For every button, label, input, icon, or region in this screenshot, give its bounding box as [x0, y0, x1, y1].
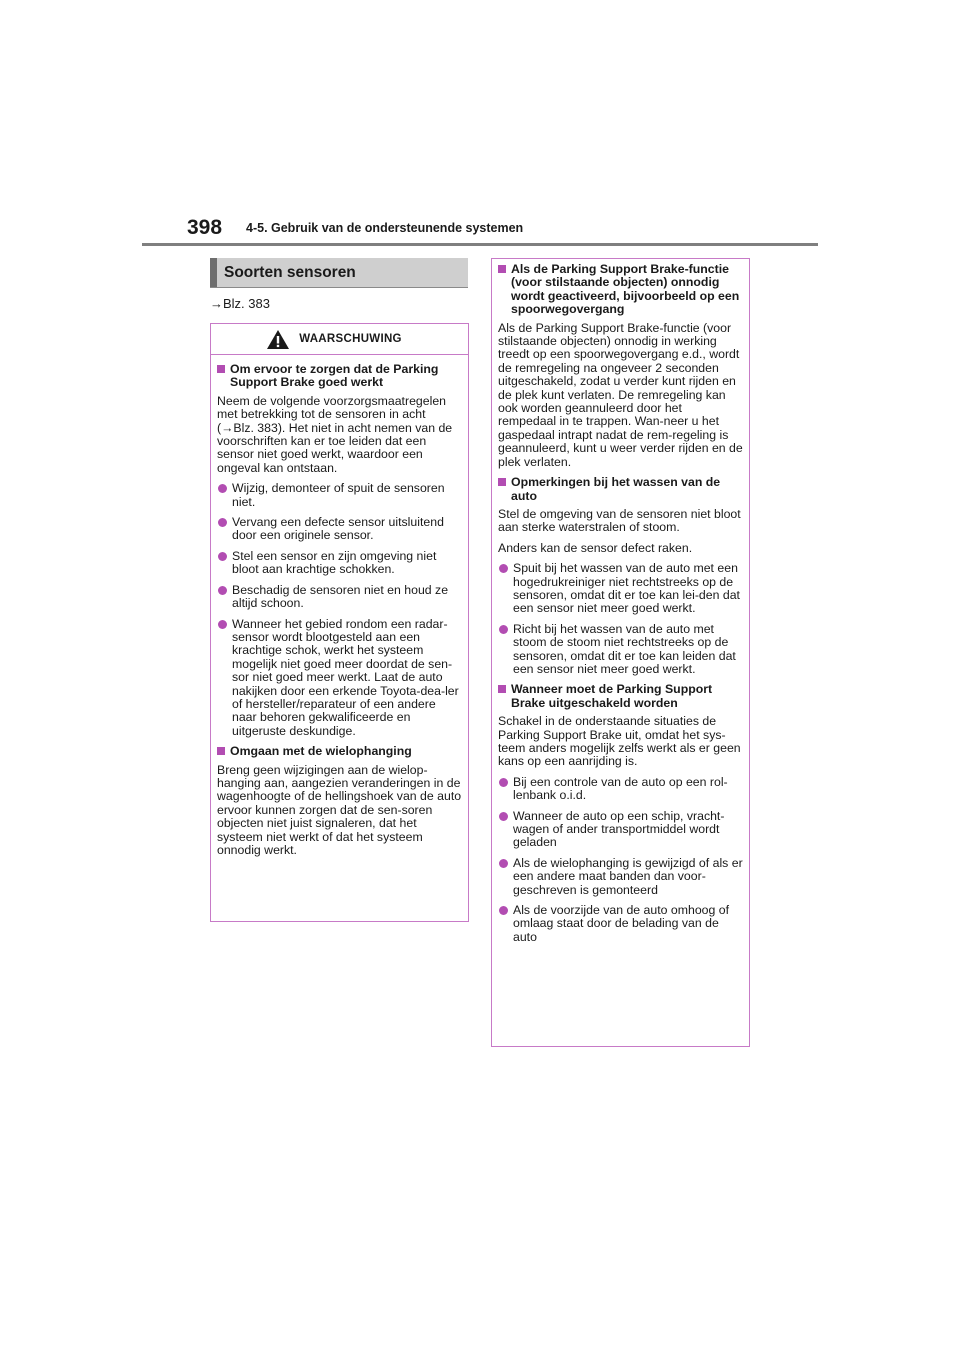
list-item — [217, 516, 462, 543]
list-item — [498, 562, 743, 616]
note-subheading — [498, 263, 743, 317]
round-bullet-icon — [218, 586, 227, 595]
list-item-text: Stel een sensor en zijn omgeving niet bloot aan krachtige schokken. — [232, 548, 437, 577]
note-subheading — [498, 683, 743, 710]
square-bullet-icon — [217, 365, 225, 373]
round-bullet-icon — [218, 552, 227, 561]
list-item — [217, 550, 462, 577]
warning-header — [211, 324, 468, 355]
note-subheading-text: Wanneer moet de Parking Support Brake uitgeschakeld worden — [511, 682, 713, 710]
round-bullet-icon — [218, 484, 227, 493]
list-item-text: Als de voorzijde van de auto omhoog of omlaag staat door de belading van de auto — [513, 903, 730, 944]
square-bullet-icon — [498, 265, 506, 273]
list-item-text: Wijzig, demonteer of spuit de sensoren niet. — [232, 481, 445, 509]
note-paragraph: Anders kan de sensor defect raken. — [498, 540, 693, 555]
warning-panel — [210, 323, 469, 922]
note-subheading — [498, 476, 743, 503]
round-bullet-icon — [499, 812, 508, 821]
list-item-text: Wanneer het gebied rondom een radar-sensor wordt blootgesteld aan een krachtige schok, werkt het systeem mogelijk niet goed meer doordat de sen-sor niet goed meer werkt. Laat de auto nakijken door een erkende Toyota-dea-ler of hersteller/reparateur of een andere naar behoren gekwalificeerde en uitgeruste deskundige. — [232, 616, 459, 738]
list-item-text: Vervang een defecte sensor uitsluitend door een originele sensor. — [232, 515, 444, 543]
list-item — [498, 904, 743, 944]
note-subheading-text: Als de Parking Support Brake-functie (voor stilstaande objecten) onnodig wordt geactiveerd, bijvoorbeeld op een spoorwegovergang — [511, 262, 740, 317]
square-bullet-icon — [217, 747, 225, 755]
list-item-text: Wanneer de auto op een schip, vracht-wagen of ander transportmiddel wordt geladen — [513, 808, 725, 850]
header-rule — [142, 243, 818, 246]
list-item — [217, 482, 462, 509]
note-paragraph: Schakel in de onderstaande situaties de Parking Support Brake uit, omdat het sys-teem anders mogelijk zelfs werkt als er geen kans op een aanrijding is. — [498, 714, 741, 769]
list-item-text: Spuit bij het wassen van de auto met een hogedrukreiniger niet rechtstreeks op de sensoren, omdat dit er toe kan lei-den dat een sensor niet meer goed werkt. — [513, 561, 740, 616]
square-bullet-icon — [498, 478, 506, 486]
list-item-text: Bij een controle van de auto op een rol-lenbank o.i.d. — [513, 774, 728, 803]
round-bullet-icon — [218, 620, 227, 629]
warning-subheading — [217, 745, 462, 758]
note-subheading-text: Opmerkingen bij het wassen van de auto — [511, 475, 721, 503]
chapter-title: 4-5. Gebruik van de ondersteunende systemen — [246, 221, 524, 235]
list-item — [498, 776, 743, 803]
round-bullet-icon — [499, 906, 508, 915]
section-heading — [210, 258, 468, 288]
list-item — [498, 810, 743, 850]
list-item-text: Beschadig de sensoren niet en houd ze altijd schoon. — [232, 582, 449, 611]
warning-subheading-text: Om ervoor te zorgen dat de Parking Support Brake goed werkt — [230, 362, 439, 390]
warning-subheading-text: Omgaan met de wielophanging — [230, 744, 412, 759]
list-item-text: Richt bij het wassen van de auto met stoom de stoom niet rechtstreeks op de sensoren, omdat dit er toe kan leiden dat een sensor niet meer goed werkt. — [513, 621, 736, 676]
warning-paragraph: Neem de volgende voorzorgsmaatregelen met betrekking tot de sensoren in acht (→Blz. 383). Het niet in acht nemen van de voorschriften kan er toe leiden dat een sensor niet goed werkt, waardoor een ongeval kan ontstaan. — [217, 393, 453, 475]
list-item-text: Als de wielophanging is gewijzigd of als er een andere maat banden dan voor-geschreven is gemonteerd — [513, 855, 743, 897]
round-bullet-icon — [499, 859, 508, 868]
page-number: 398 — [187, 216, 223, 239]
list-item — [217, 584, 462, 611]
square-bullet-icon — [498, 685, 506, 693]
warning-label: WAARSCHUWING — [299, 333, 402, 345]
notes-panel — [491, 258, 750, 1047]
list-item — [498, 857, 743, 897]
warning-paragraph: Breng geen wijzigingen aan de wielop-hanging aan, aangezien veranderingen in de wagenhoogte of de hellingshoek van de auto ervoor kunnen zorgen dat de sen-soren objecten niet juist signaleren, dat het systeem niet werkt of dat het systeem onnodig werkt. — [217, 762, 462, 857]
warning-subheading — [217, 363, 462, 390]
warning-triangle-icon — [266, 329, 290, 350]
round-bullet-icon — [218, 518, 227, 527]
section-heading-bar — [210, 258, 217, 287]
round-bullet-icon — [499, 564, 508, 573]
note-paragraph: Stel de omgeving van de sensoren niet bloot aan sterke waterstralen of stoom. — [498, 506, 741, 535]
list-item — [498, 623, 743, 677]
section-title: Soorten sensoren — [224, 264, 356, 281]
round-bullet-icon — [499, 778, 508, 787]
round-bullet-icon — [499, 625, 508, 634]
note-paragraph: Als de Parking Support Brake-functie (voor stilstaande objecten) onnodig in werking treedt op een spoorwegovergang e.d., wordt de remregeling na ongeveer 2 seconden uitgeschakeld, zodat u verder kunt rijden en de plek kunt verlaten. De remregeling kan ook worden geannuleerd door het rempedaal in te trappen. Wan-neer u het gaspedaal intrapt nadat de rem-regeling is geannuleerd, kunt u weer verder rijden en de plek verlaten. — [498, 320, 743, 469]
list-item — [217, 618, 462, 739]
page-reference: →Blz. 383 — [210, 296, 270, 311]
